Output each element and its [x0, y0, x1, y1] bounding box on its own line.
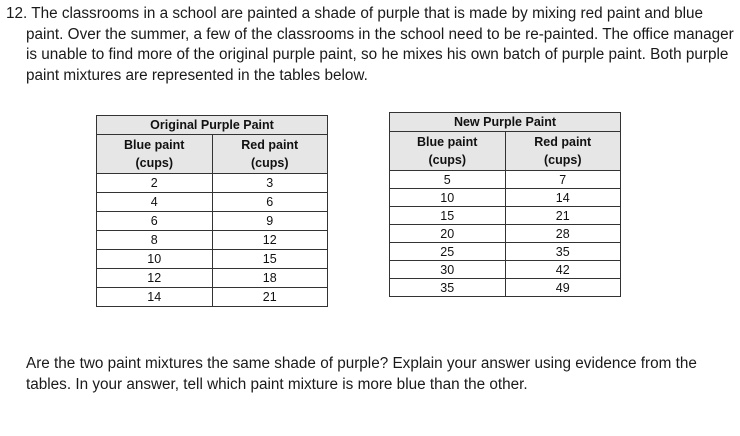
table-row — [97, 269, 328, 288]
red-cell: 9 — [212, 212, 328, 231]
column-header-red — [212, 135, 328, 174]
red-cell: 21 — [212, 288, 328, 307]
problem-statement — [6, 4, 734, 86]
table-row — [390, 189, 621, 207]
red-cell: 12 — [212, 231, 328, 250]
blue-cell: 4 — [97, 193, 213, 212]
blue-cell: 14 — [97, 288, 213, 307]
table-row — [97, 250, 328, 269]
original-purple-paint-table — [96, 115, 328, 307]
blue-cell: 12 — [97, 269, 213, 288]
red-cell: 15 — [212, 250, 328, 269]
table-row — [97, 193, 328, 212]
column-header-blue — [97, 135, 213, 174]
table-row — [390, 243, 621, 261]
header-unit: (cups) — [544, 153, 582, 167]
blue-cell: 5 — [390, 171, 506, 189]
problem-number: 12. — [6, 5, 28, 22]
table-title: Original Purple Paint — [97, 116, 328, 135]
red-cell: 21 — [505, 207, 621, 225]
blue-cell: 35 — [390, 279, 506, 297]
red-cell: 3 — [212, 174, 328, 193]
table-row — [97, 231, 328, 250]
blue-cell: 30 — [390, 261, 506, 279]
blue-cell: 10 — [390, 189, 506, 207]
red-cell: 28 — [505, 225, 621, 243]
table-row — [97, 174, 328, 193]
header-unit: (cups) — [135, 156, 173, 170]
blue-cell: 20 — [390, 225, 506, 243]
column-header-blue — [390, 132, 506, 171]
question-text: Are the two paint mixtures the same shade of purple? Explain your answer using evidence from the tables. In your answer, tell which paint mixture is more blue than the other. — [26, 355, 697, 393]
header-line: Red paint — [241, 138, 299, 152]
table-row — [97, 288, 328, 307]
table-row — [390, 279, 621, 297]
header-line: Red paint — [534, 135, 592, 149]
header-line: Blue paint — [124, 138, 185, 152]
blue-cell: 25 — [390, 243, 506, 261]
header-unit: (cups) — [251, 156, 289, 170]
table-row — [97, 212, 328, 231]
blue-cell: 8 — [97, 231, 213, 250]
blue-cell: 10 — [97, 250, 213, 269]
red-cell: 18 — [212, 269, 328, 288]
red-cell: 14 — [505, 189, 621, 207]
problem-text: The classrooms in a school are painted a shade of purple that is made by mixing red paint and blue paint. Over the summer, a few of the classrooms in the school need to be re-painted. The office manager is unable to find more of the original purple paint, so he mixes his own batch of purple paint. Both purple paint mixtures are represented in the tables below. — [26, 5, 734, 84]
blue-cell: 15 — [390, 207, 506, 225]
table-title: New Purple Paint — [390, 113, 621, 132]
red-cell: 49 — [505, 279, 621, 297]
table-row — [390, 171, 621, 189]
red-cell: 35 — [505, 243, 621, 261]
red-cell: 42 — [505, 261, 621, 279]
table-row — [390, 207, 621, 225]
header-unit: (cups) — [428, 153, 466, 167]
red-cell: 6 — [212, 193, 328, 212]
blue-cell: 6 — [97, 212, 213, 231]
column-header-red — [505, 132, 621, 171]
new-purple-paint-table — [389, 112, 621, 297]
table-row — [390, 225, 621, 243]
table-row — [390, 261, 621, 279]
red-cell: 7 — [505, 171, 621, 189]
header-line: Blue paint — [417, 135, 478, 149]
blue-cell: 2 — [97, 174, 213, 193]
